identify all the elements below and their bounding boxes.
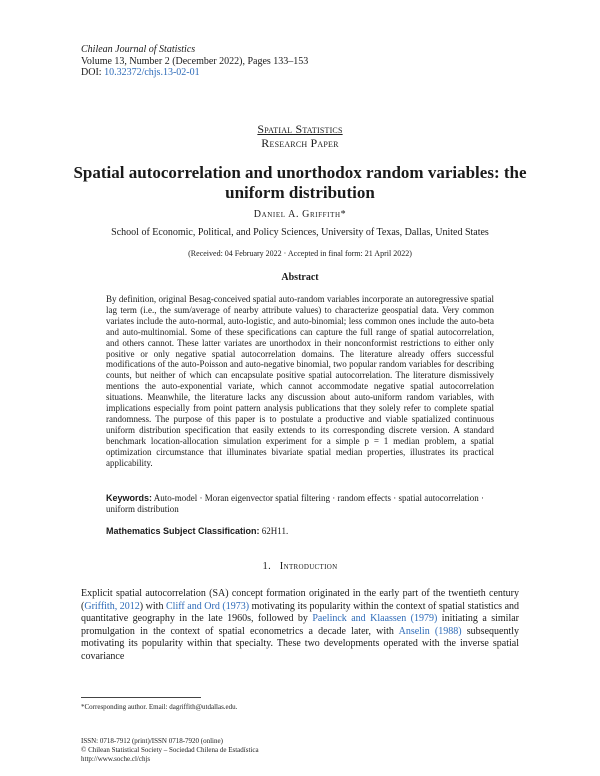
- keywords-label: Keywords:: [106, 493, 153, 503]
- intro-text: initiating a similar promulgation in the context of spatial econometrics a decade later, with: [81, 613, 520, 637]
- doi-line: [81, 67, 308, 79]
- paper-type: Research Paper: [261, 136, 339, 150]
- intro-text: motivating its popularity within the context of spatial statistics and quantitative geography in the late 1960s, followed by: [81, 600, 520, 624]
- msc-classification: [106, 526, 494, 536]
- citation-link[interactable]: Cliff and Ord (1973): [166, 600, 250, 612]
- msc-label: Mathematics Subject Classification:: [106, 526, 260, 536]
- section-number: 1.: [262, 561, 272, 572]
- journal-name: Chilean Journal of Statistics: [81, 44, 196, 55]
- section-category: Spatial Statistics: [257, 122, 343, 136]
- abstract-heading: Abstract: [281, 272, 319, 283]
- keywords-text: Auto-model · Moran eigenvector spatial filtering · random effects · spatial autocorrelation · uniform distribution: [106, 493, 484, 514]
- keywords: [106, 493, 494, 515]
- msc-code: 62H11.: [261, 526, 289, 536]
- journal-header: [81, 44, 308, 79]
- author-affiliation: School of Economic, Political, and Policy Sciences, University of Texas, Dallas, United States: [111, 227, 489, 238]
- introduction-paragraph: [81, 588, 519, 663]
- citation-link[interactable]: Paelinck and Klaassen (1979): [312, 613, 438, 624]
- issn-line: ISSN: 0718-7912 (print)/ISSN 0718-7920 (online): [81, 737, 223, 745]
- intro-text: ) with: [139, 600, 167, 612]
- author-name: Daniel A. Griffith*: [253, 209, 347, 220]
- citation-link[interactable]: Griffith, 2012: [84, 600, 140, 612]
- intro-text: Explicit spatial autocorrelation (SA) concept formation originated in the early part of the twentieth century (: [81, 588, 519, 612]
- doi-label: DOI:: [81, 67, 105, 78]
- copyright-line: © Chilean Statistical Society – Sociedad Chilena de Estadística: [81, 746, 259, 754]
- section-title: Introduction: [279, 561, 338, 572]
- corresponding-author-footnote: *Corresponding author. Email: dagriffith@utdallas.edu.: [81, 703, 238, 711]
- abstract-text: By definition, original Besag-conceived spatial auto-random variables incorporate an autoregressive spatial lag term (i.e., the sum/average of nearby attribute values) to characterize geospatial data. Very common variates include the auto-normal, auto-logistic, and auto-binomial; less common ones include the auto-beta and auto-multinomial. Some of these specifications can capture the full range of spatial autocorrelation, and others cannot. These latter variates are unorthodox in their nonconformist restrictions to either only positive or only negative spatial autocorrelation domains. The literature already offers successful modifications of the auto-Poisson and auto-negative binomial, two popular random variables for describing counts, but neither of which can encapsulate positive spatial autocorrelation. The literature dismissively mentions the auto-exponential variate, which cannot accommodate negative spatial autocorrelation situations. Meanwhile, the literature lacks any discussion about auto-uniform random variables, with implications especially from point pattern analysis publications that they solely refer to complete spatial randomness. The purpose of this paper is to postulate a productive and viable spatialized continuous uniform distribution specification that easily extends to its corresponding discrete version. A standard benchmark location-allocation simulation experiment for a simple p = 1 median problem, a spatial optimization circumstance that illuminates bivariate spatial median properties, illustrates its practical applicability.: [106, 294, 494, 468]
- doi-link[interactable]: 10.32372/chjs.13-02-01: [104, 67, 200, 78]
- received-dates: (Received: 04 February 2022 · Accepted in final form: 21 April 2022): [188, 249, 412, 258]
- paper-title: Spatial autocorrelation and unorthodox random variables: the uniform distribution: [73, 163, 527, 202]
- publication-footer: [81, 737, 259, 764]
- journal-url: http://www.soche.cl/chjs: [81, 755, 151, 763]
- footnote-divider: [81, 697, 201, 698]
- section-label: [0, 122, 600, 150]
- intro-text: subsequently motivating its popularity within that specialty. These two developments operated with the inverse spatial covariance: [81, 625, 519, 662]
- citation-link[interactable]: Anselin (1988): [398, 625, 462, 637]
- volume-info: Volume 13, Number 2 (December 2022), Pages 133–153: [81, 55, 309, 67]
- introduction-heading: [0, 561, 600, 572]
